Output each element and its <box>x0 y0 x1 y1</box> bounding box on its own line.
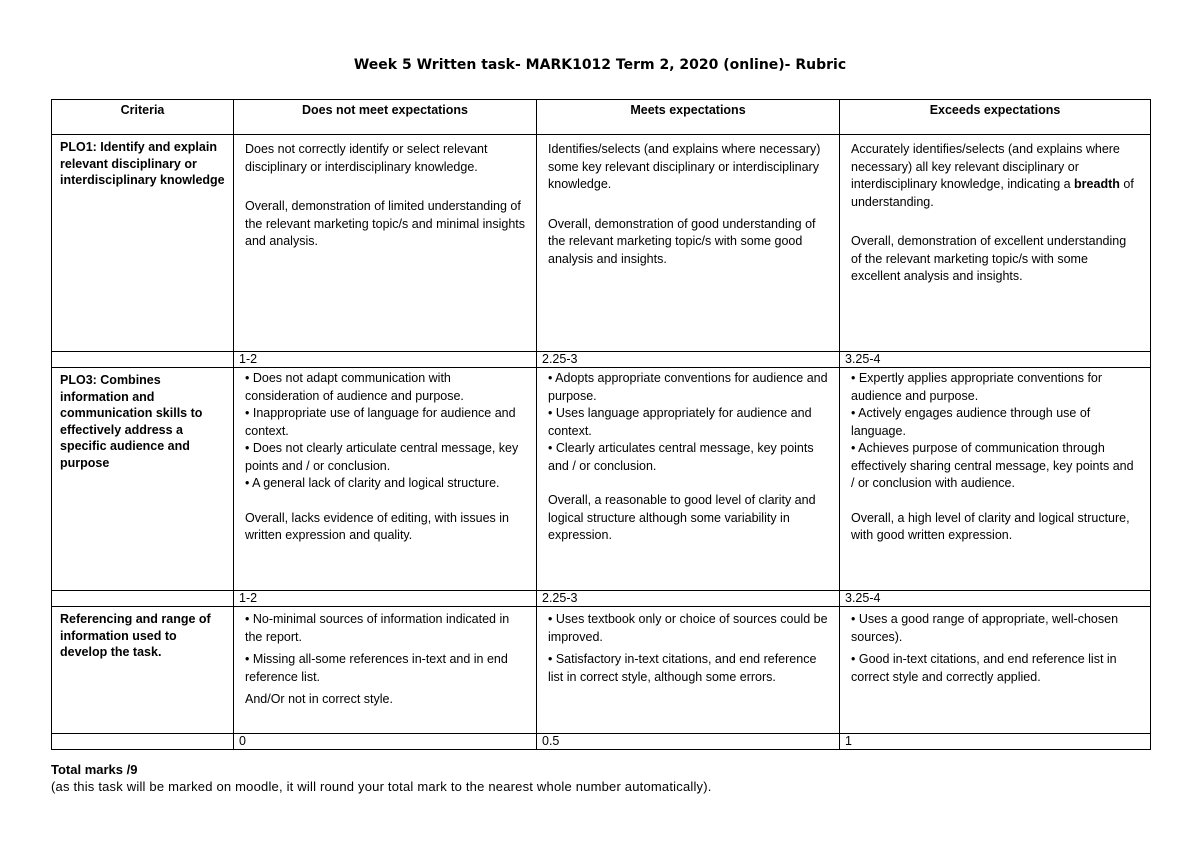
cell-text: • Uses language appropriately for audience and context. <box>548 406 812 438</box>
cell-plo3-does-not-meet <box>234 368 537 591</box>
cell-plo3-exceeds <box>840 368 1151 591</box>
cell-text-part: of understanding. <box>851 177 1134 209</box>
score-plo3-meets: 2.25-3 <box>537 591 840 607</box>
cell-text: • Does not clearly articulate central message, key points and / or conclusion. <box>245 441 519 473</box>
cell-text: • Does not adapt communication with consideration of audience and purpose. <box>245 371 464 403</box>
total-marks: Total marks /9 <box>51 762 138 777</box>
score-blank <box>52 734 234 750</box>
criteria-plo1: PLO1: Identify and explain relevant disciplinary or interdisciplinary knowledge <box>52 135 234 352</box>
cell-text: • Achieves purpose of communication through effectively sharing central message, key points and / or conclusion with audience. <box>851 441 1134 490</box>
cell-plo1-exceeds <box>840 135 1151 352</box>
page-title: Week 5 Written task- MARK1012 Term 2, 2020 (online)- Rubric <box>353 57 847 73</box>
score-ref-meets: 0.5 <box>537 734 840 750</box>
cell-text: • Uses textbook only or choice of sources could be improved. <box>548 612 828 644</box>
cell-text: • Clearly articulates central message, key points and / or conclusion. <box>548 441 814 473</box>
cell-text: Overall, demonstration of excellent understanding of the relevant marketing topic/s with some excellent analysis and insights. <box>851 234 1127 283</box>
cell-plo3-meets <box>537 368 840 591</box>
score-ref-exceeds: 1 <box>840 734 1151 750</box>
cell-text: Overall, demonstration of limited understanding of the relevant marketing topic/s and minimal insights and analysis. <box>245 199 525 248</box>
cell-text-part: Accurately identifies/selects (and explains where necessary) all key relevant disciplinary or interdisciplinary knowledge, indicating a <box>851 142 1120 191</box>
cell-text: Overall, a reasonable to good level of clarity and logical structure although some variability in expression. <box>548 493 816 542</box>
cell-text: • Good in-text citations, and end reference list in correct style and correctly applied. <box>851 652 1117 684</box>
cell-text <box>851 141 1140 211</box>
cell-text: Overall, a high level of clarity and logical structure, with good written expression. <box>851 510 1130 542</box>
cell-text: Overall, demonstration of good understanding of the relevant marketing topic/s with some good analysis and insights. <box>548 216 816 266</box>
score-plo3-does-not-meet: 1-2 <box>234 591 537 607</box>
cell-ref-exceeds <box>840 607 1151 734</box>
footer-note: (as this task will be marked on moodle, it will round your total mark to the nearest whole number automatically). <box>51 779 712 794</box>
header-exceeds: Exceeds expectations <box>840 100 1151 135</box>
score-plo3-exceeds: 3.25-4 <box>840 591 1151 607</box>
cell-text: • No-minimal sources of information indicated in the report. <box>245 612 510 644</box>
score-blank <box>52 591 234 607</box>
table-row <box>52 607 1151 734</box>
score-row <box>52 591 1151 607</box>
table-row <box>52 135 1151 352</box>
cell-text: • A general lack of clarity and logical structure. <box>245 476 500 490</box>
footer <box>51 761 712 795</box>
cell-text: • Missing all-some references in-text and in end reference list. <box>245 652 508 684</box>
cell-text: • Satisfactory in-text citations, and end reference list in correct style, although some errors. <box>548 652 817 684</box>
score-row <box>52 734 1151 750</box>
cell-plo1-does-not-meet <box>234 135 537 352</box>
cell-plo1-meets <box>537 135 840 352</box>
score-plo1-exceeds: 3.25-4 <box>840 352 1151 368</box>
cell-text: • Uses a good range of appropriate, well-chosen sources). <box>851 612 1119 644</box>
cell-text: • Inappropriate use of language for audience and context. <box>245 406 516 438</box>
cell-text: Does not correctly identify or select relevant disciplinary or interdisciplinary knowledge. <box>245 142 488 174</box>
score-ref-does-not-meet: 0 <box>234 734 537 750</box>
score-plo1-does-not-meet: 1-2 <box>234 352 537 368</box>
rubric-table <box>51 99 1151 750</box>
score-plo1-meets: 2.25-3 <box>537 352 840 368</box>
cell-text: • Actively engages audience through use of language. <box>851 406 1091 438</box>
emphasis-text: breadth <box>1074 177 1120 191</box>
criteria-plo3: PLO3: Combines information and communication skills to effectively address a specific audience and purpose <box>52 368 234 591</box>
cell-text: Overall, lacks evidence of editing, with issues in written expression and quality. <box>245 510 510 542</box>
score-row <box>52 352 1151 368</box>
header-meets: Meets expectations <box>537 100 840 135</box>
cell-text: And/Or not in correct style. <box>245 692 393 706</box>
score-blank <box>52 352 234 368</box>
cell-ref-meets <box>537 607 840 734</box>
cell-ref-does-not-meet <box>234 607 537 734</box>
header-does-not-meet: Does not meet expectations <box>234 100 537 135</box>
header-row <box>52 100 1151 135</box>
table-row <box>52 368 1151 591</box>
cell-text: • Adopts appropriate conventions for audience and purpose. <box>548 371 828 403</box>
header-criteria: Criteria <box>52 100 234 135</box>
cell-text: • Expertly applies appropriate conventions for audience and purpose. <box>851 371 1103 403</box>
criteria-referencing: Referencing and range of information used to develop the task. <box>52 607 234 734</box>
cell-text: Identifies/selects (and explains where necessary) some key relevant disciplinary or interdisciplinary knowledge. <box>548 142 821 191</box>
